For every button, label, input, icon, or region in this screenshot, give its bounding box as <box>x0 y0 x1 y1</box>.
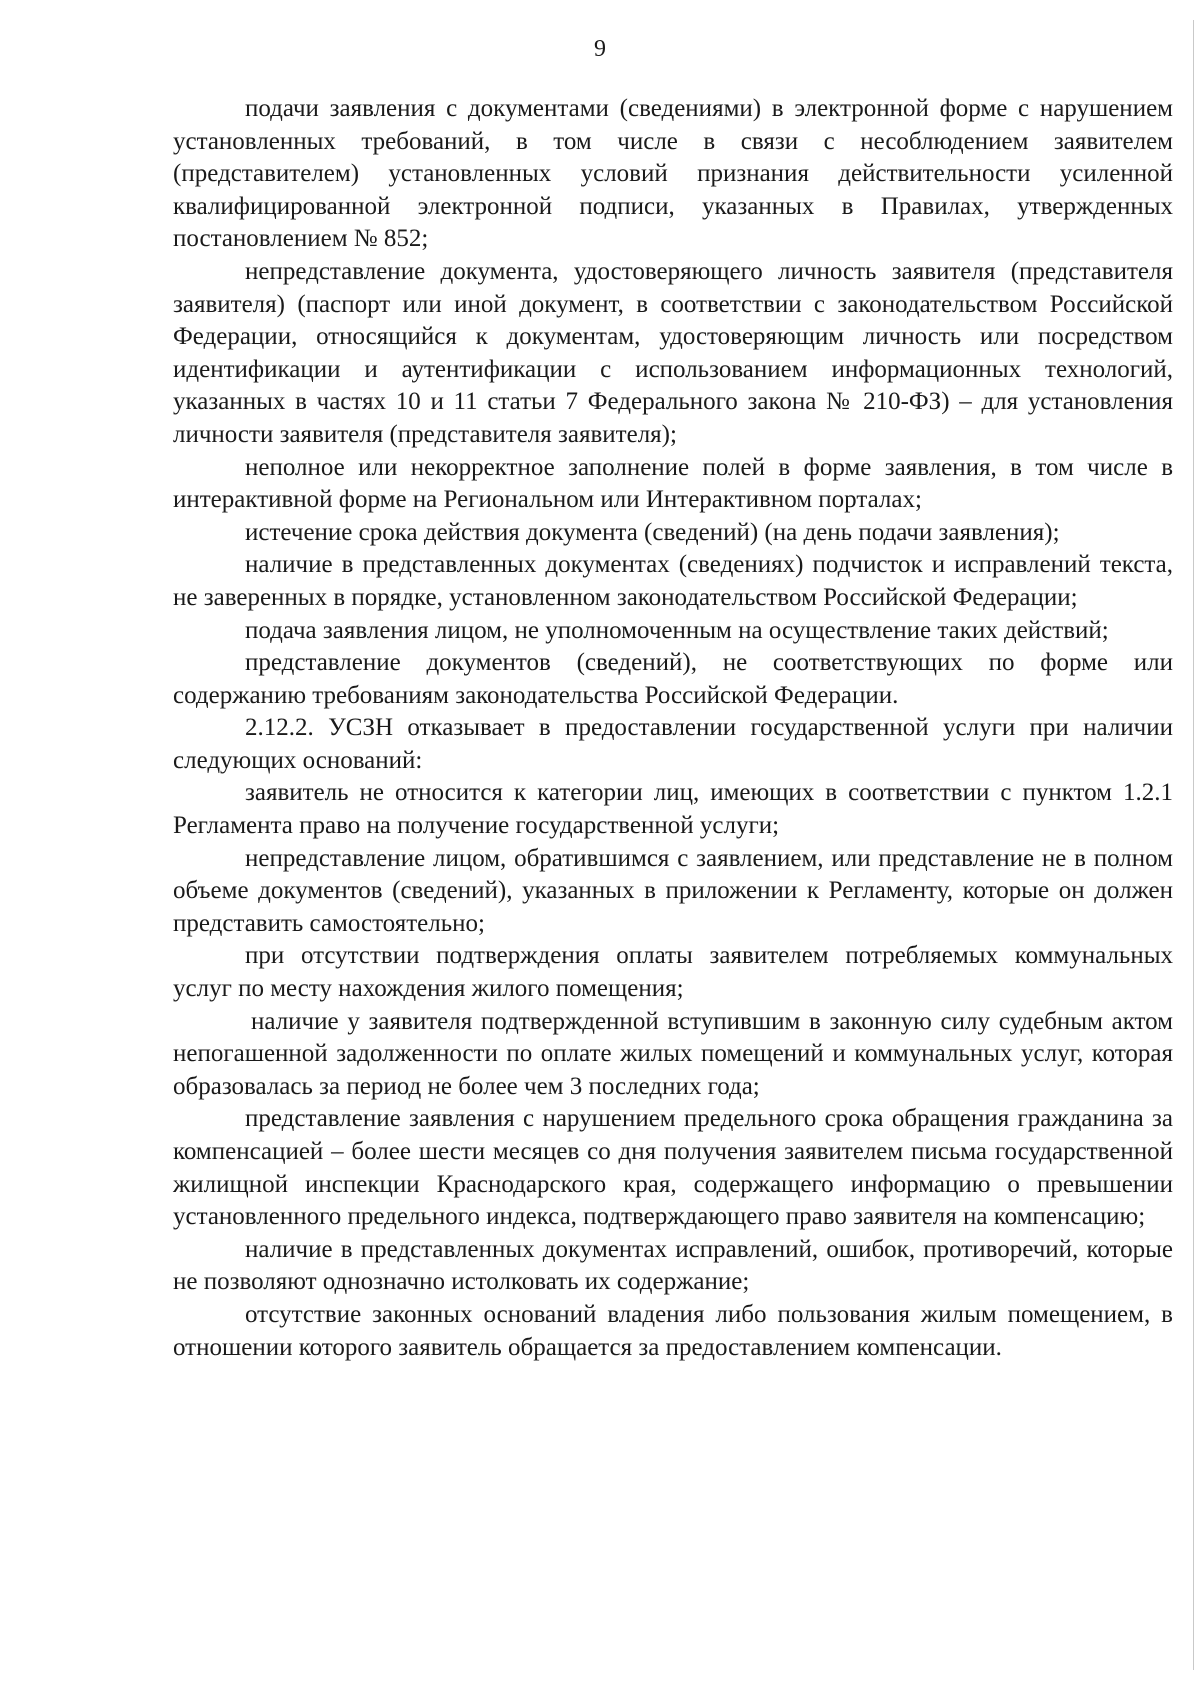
section-heading-paragraph: 2.12.2. УСЗН отказывает в предоставлении государственной услуги при наличии следующих оснований: <box>173 714 1173 774</box>
paragraph: при отсутствии подтверждения оплаты заявителем потребляемых коммунальных услуг по месту нахождения жилого помещения; <box>173 942 1173 1003</box>
document-body <box>173 93 1173 1364</box>
paragraph: непредставление лицом, обратившимся с заявлением, или представление не в полном объеме документов (сведений), указанных в приложении к Регламенту, которые он должен представить самостоятельно; <box>173 844 1173 937</box>
paragraph: непредставление документа, удостоверяющего личность заявителя (представителя заявителя) (паспорт или иной документ, в соответствии с законодательством Российской Федерации, относящийся к документам, удостоверяющим личность или посредством идентификации и аутентификации с использованием информационных технологий, указанных в частях 10 и 11 статьи 7 Федерального закона № 210-ФЗ) – для установления личности заявителя (представителя заявителя); <box>173 257 1173 448</box>
paragraph: представление заявления с нарушением предельного срока обращения гражданина за компенсацией – более шести месяцев со дня получения заявителем письма государственной жилищной инспекции Краснодарского края, содержащего информацию о превышении установленного предельного индекса, подтверждающего право заявителя на компенсацию; <box>173 1105 1173 1231</box>
paragraph: истечение срока действия документа (сведений) (на день подачи заявления); <box>245 518 1060 546</box>
paragraph: наличие в представленных документах исправлений, ошибок, противоречий, которые не позволяют однозначно истолковать их содержание; <box>173 1235 1173 1296</box>
paragraph: отсутствие законных оснований владения либо пользования жилым помещением, в отношении которого заявитель обращается за предоставлением компенсации. <box>173 1300 1173 1361</box>
paragraph: заявитель не относится к категории лиц, имеющих в соответствии с пунктом 1.2.1 Регламента право на получение государственной услуги; <box>173 779 1173 840</box>
paragraph: подачи заявления с документами (сведениями) в электронной форме с нарушением установленных требований, в том числе в связи с несоблюдением заявителем (представителем) установленных условий признания действительности усиленной квалифицированной электронной подписи, указанных в Правилах, утвержденных постановлением № 852; <box>173 95 1173 253</box>
scan-edge-line <box>1193 20 1194 1670</box>
paragraph: наличие у заявителя подтвержденной вступившим в законную силу судебным актом непогашенной задолженности по оплате жилых помещений и коммунальных услуг, которая образовалась за период не более чем 3 последних года; <box>173 1007 1173 1100</box>
paragraph: наличие в представленных документах (сведениях) подчисток и исправлений текста, не заверенных в порядке, установленном законодательством Российской Федерации; <box>173 551 1173 611</box>
paragraph: неполное или некорректное заполнение полей в форме заявления, в том числе в интерактивной форме на Региональном или Интерактивном порталах; <box>173 453 1173 514</box>
paragraph: представление документов (сведений), не соответствующих по форме или содержанию требованиям законодательства Российской Федерации. <box>173 649 1173 709</box>
page-number: 9 <box>594 36 606 62</box>
paragraph: подача заявления лицом, не уполномоченным на осуществление таких действий; <box>245 616 1109 644</box>
